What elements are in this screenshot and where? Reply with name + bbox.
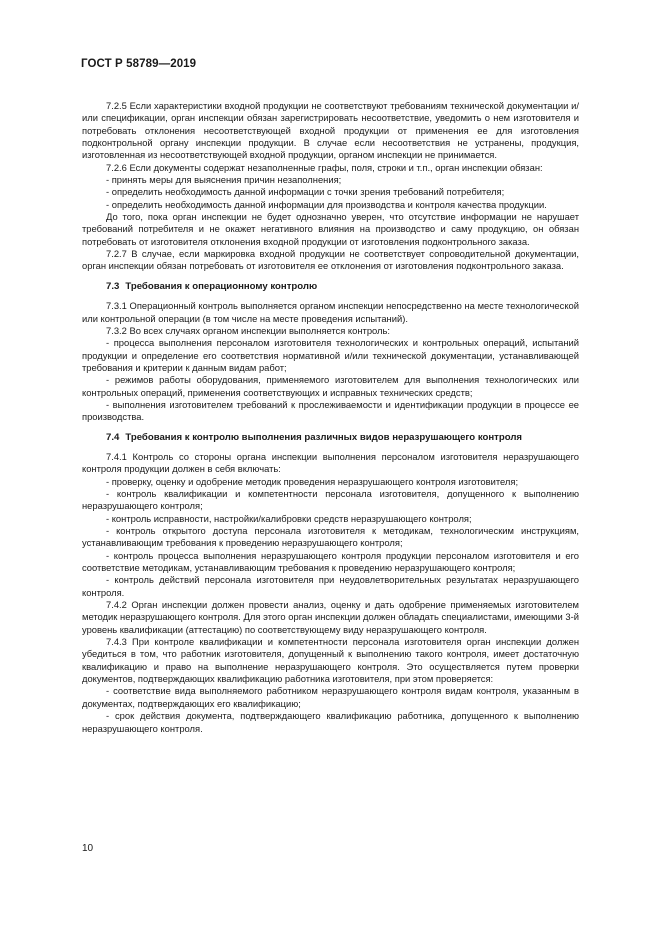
paragraph: - контроль процесса выполнения неразрушающего контроля продукции персоналом изготовителя и его соответствие методикам, устанавливающим требования к проведению неразрушающего контроля; — [82, 549, 579, 574]
paragraph: - контроль действий персонала изготовителя при неудовлетворительных результатах неразрушающего контроля. — [82, 574, 579, 598]
paragraph: 7.2.7 В случае, если маркировка входной продукции не соответствует сопроводительной документации, орган инспекции обязан потребовать от изготовителя ее отклонения от изготовления подконтрольного заказа. — [82, 248, 579, 272]
paragraph: 7.3.2 Во всех случаях органом инспекции выполняется контроль: — [106, 324, 390, 336]
page-number: 10 — [82, 843, 94, 854]
paragraph: 7.2.5 Если характеристики входной продукции не соответствуют требованиям технической документации и/или спецификации, орган инспекции обязан зарегистрировать несоответствие, уведомить о нем изготовителя и потребовать отклонения несоответствующей входной продукции от применения ее для изготовления подконтрольной органу инспекции продукции. В случае если несоответствия не устранены, продукция, изготовленная из несоответствующей входной продукции, органом инспекции не принимается. — [82, 100, 579, 161]
section-title: Требования к контролю выполнения различных видов неразрушающего контроля — [125, 431, 523, 443]
paragraph: - проверку, оценку и одобрение методик проведения неразрушающего контроля изготовителя; — [106, 475, 519, 487]
document-body — [82, 100, 579, 735]
paragraph: 7.2.6 Если документы содержат незаполненные графы, поля, строки и т.п., орган инспекции обязан: — [106, 161, 543, 173]
paragraph: 7.3.1 Операционный контроль выполняется органом инспекции непосредственно на месте технологической или контрольной операции (в том числе на месте проведения испытаний). — [82, 300, 579, 324]
paragraph: До того, пока орган инспекции не будет однозначно уверен, что отсутствие информации не нарушает требований потребителя и не окажет негативного влияния на производство и саму продукцию, он обязан потребовать от изготовителя отклонения входной продукции от изготовления подконтрольного заказа. — [82, 211, 579, 247]
section-number: 7.4 — [106, 431, 120, 443]
paragraph: 7.4.2 Орган инспекции должен провести анализ, оценку и дать одобрение применяемых изготовителем методик неразрушающего контроля. Для этого орган инспекции должен обладать специалистами, имеющими 3-й уровень квалификации (аттестацию) по соответствующему виду неразрушающего контроля. — [82, 599, 579, 635]
paragraph: 7.4.1 Контроль со стороны органа инспекции выполнения персоналом изготовителя неразрушающего контроля продукции должен в себя включать: — [82, 450, 579, 475]
section-number: 7.3 — [106, 280, 120, 292]
paragraph: - определить необходимость данной информации для производства и контроля качества продукции. — [106, 198, 547, 210]
paragraph: - соответствие вида выполняемого работником неразрушающего контроля видам контроля, указанным в документах, подтверждающих его квалификацию; — [82, 685, 579, 709]
paragraph: - процесса выполнения персоналом изготовителя технологических и контрольных операций, испытаний продукции и определение его соответствия нормативной и/или технической документации, устанавливающей требования и критерии к данным видам работ; — [82, 337, 579, 373]
paragraph: - режимов работы оборудования, применяемого изготовителем для выполнения технологических или контрольных операций, применения соответствующих и исправных технических средств; — [82, 374, 579, 398]
paragraph: - контроль квалификации и компетентности персонала изготовителя, допущенного к выполнению неразрушающего контроля; — [82, 487, 579, 512]
section-heading — [82, 432, 579, 444]
paragraph: - срок действия документа, подтверждающего квалификацию работника, допущенного к выполнению неразрушающего контроля. — [82, 710, 579, 734]
paragraph: - определить необходимость данной информации с точки зрения требований потребителя; — [106, 186, 505, 198]
paragraph: - принять меры для выяснения причин незаполнения; — [106, 174, 342, 186]
section-title: Требования к операционному контролю — [125, 280, 318, 292]
paragraph: - выполнения изготовителем требований к прослеживаемости и идентификации продукции в процессе ее производства. — [82, 398, 579, 423]
paragraph: - контроль исправности, настройки/калибровки средств неразрушающего контроля; — [106, 512, 472, 524]
document-header-code: ГОСТ Р 58789—2019 — [81, 58, 197, 70]
paragraph: 7.4.3 При контроле квалификации и компетентности персонала изготовителя орган инспекции должен убедиться в том, что работник изготовителя, допущенный к выполнению такого контроля, имеет достаточную квалификацию и право на выполнение неразрушающего контроля. Это осуществляется путем проверки документов, подтверждающих квалификацию работника изготовителя, при этом проверяется: — [82, 636, 579, 685]
paragraph: - контроль открытого доступа персонала изготовителя к методикам, технологическим инструкциям, устанавливающим требования к проведению неразрушающего контроля; — [82, 525, 579, 549]
section-heading — [82, 281, 579, 293]
